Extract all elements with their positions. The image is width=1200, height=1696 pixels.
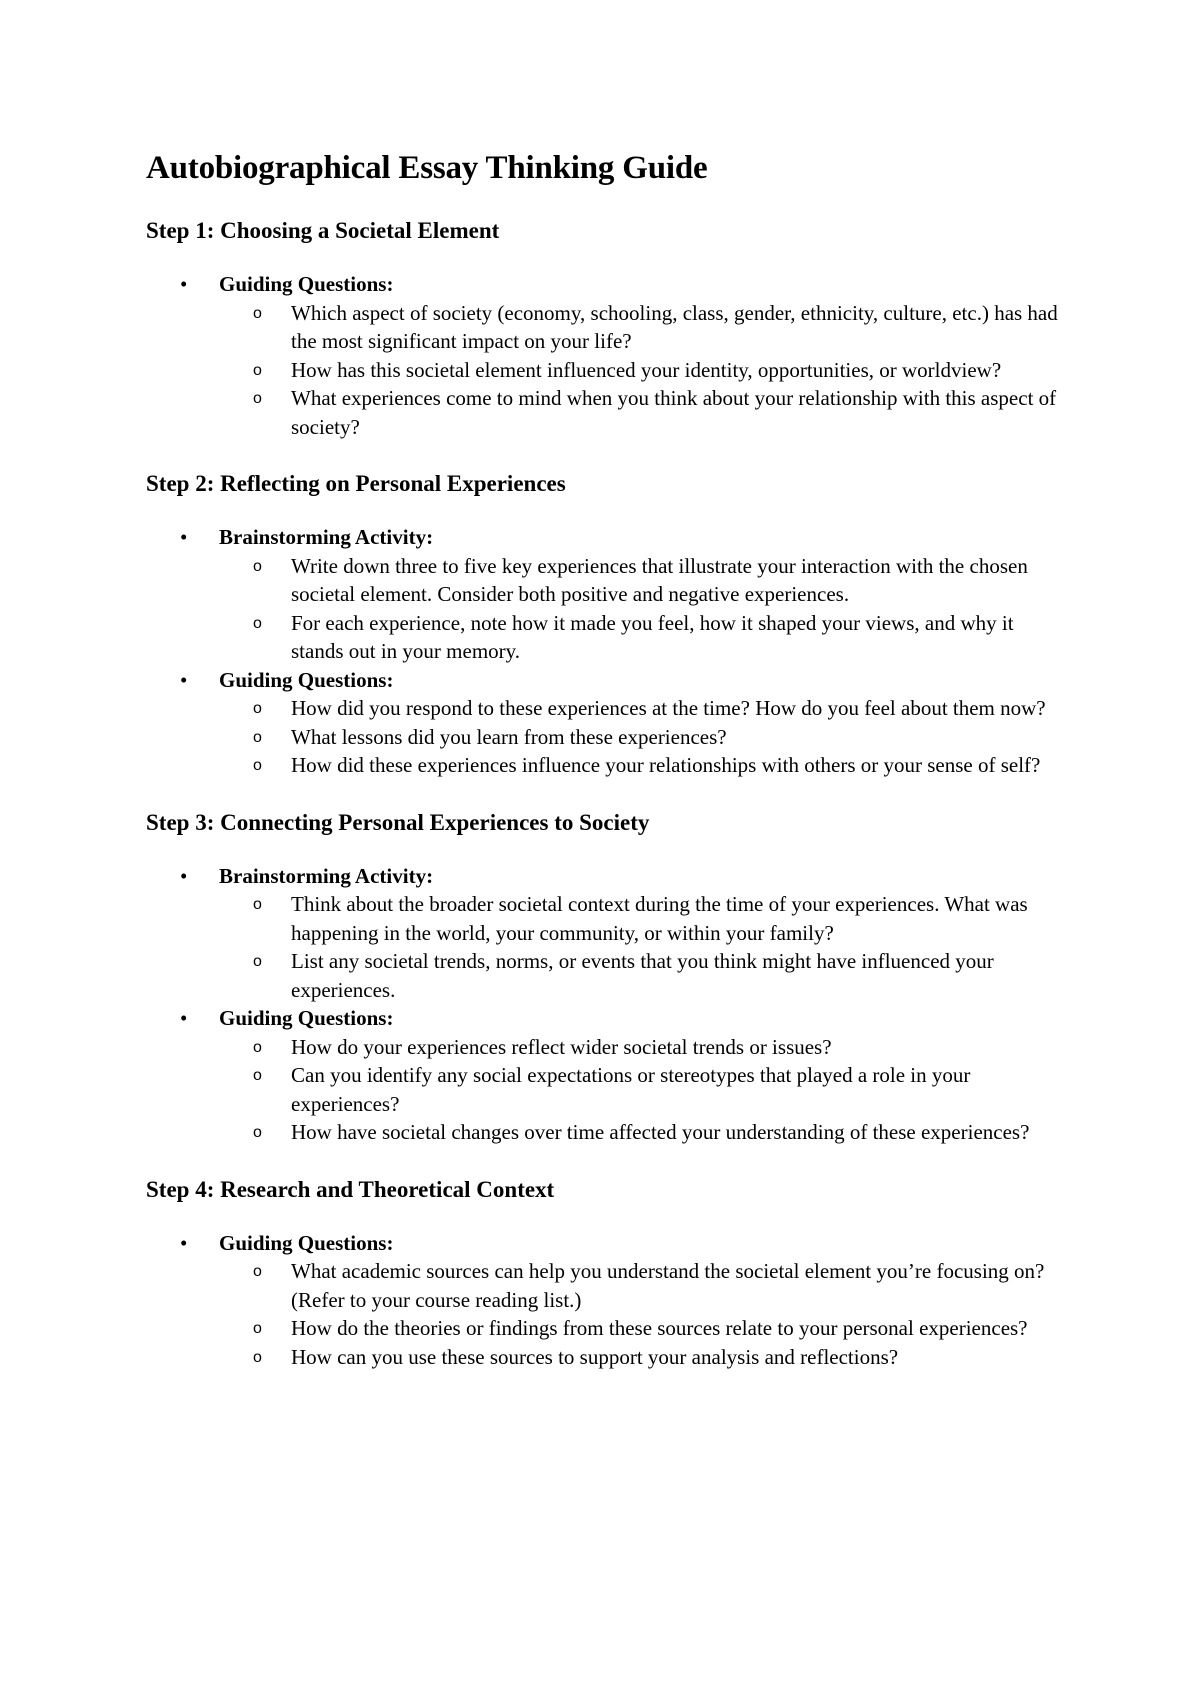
bullet-icon: • [180, 272, 188, 296]
circle-bullet-icon: o [253, 1263, 262, 1280]
document-page [146, 146, 1066, 1399]
question-list [219, 1033, 1066, 1147]
question-text: How can you use these sources to support your analysis and reflections? [291, 1344, 899, 1369]
question-text: List any societal trends, norms, or events that you think might have influenced your experiences. [291, 949, 994, 1002]
question-text: What lessons did you learn from these experiences? [291, 724, 727, 749]
question-text: Which aspect of society (economy, schooling, class, gender, ethnicity, culture, etc.) has had the most significant impact on your life? [291, 300, 1058, 353]
group-item [146, 1229, 1066, 1372]
steps-container [146, 216, 1066, 1371]
question-list [219, 552, 1066, 666]
step-section [146, 1175, 1066, 1372]
circle-bullet-icon: o [253, 1124, 262, 1141]
question-text: How do the theories or findings from these sources relate to your personal experiences? [291, 1316, 1028, 1340]
question-item [219, 694, 1066, 723]
question-text: How have societal changes over time affected your understanding of these experiences? [291, 1120, 1030, 1144]
circle-bullet-icon: o [253, 757, 262, 774]
question-text: How do your experiences reflect wider societal trends or issues? [291, 1034, 832, 1059]
step-section [146, 216, 1066, 441]
question-text: What experiences come to mind when you think about your relationship with this aspect of society? [291, 386, 1057, 439]
question-item [219, 552, 1066, 609]
question-item [219, 356, 1066, 385]
bullet-icon: • [180, 1230, 188, 1255]
question-item [219, 1314, 1066, 1343]
question-text: Write down three to five key experiences that illustrate your interaction with the chosen societal element. Consider both positive and negative experiences. [291, 553, 1028, 606]
question-item [219, 609, 1066, 666]
circle-bullet-icon: o [253, 1067, 262, 1084]
question-list [219, 299, 1066, 442]
question-item [219, 723, 1066, 752]
circle-bullet-icon: o [253, 304, 262, 322]
question-item [219, 751, 1066, 780]
circle-bullet-icon: o [253, 390, 262, 407]
question-item [219, 1118, 1066, 1147]
group-item [146, 1004, 1066, 1147]
group-label: Guiding Questions: [219, 1230, 394, 1255]
question-item [219, 890, 1066, 947]
group-list [146, 523, 1066, 780]
group-item [146, 862, 1066, 1005]
bullet-icon: • [180, 525, 188, 549]
circle-bullet-icon: o [253, 1320, 262, 1337]
question-text: How has this societal element influenced your identity, opportunities, or worldview? [291, 357, 1002, 382]
question-item [219, 299, 1066, 356]
circle-bullet-icon: o [253, 896, 262, 913]
step-heading: Step 2: Reflecting on Personal Experiences [146, 471, 566, 496]
bullet-icon: • [180, 667, 188, 692]
group-label: Guiding Questions: [219, 667, 394, 692]
question-item [219, 1033, 1066, 1062]
circle-bullet-icon: o [253, 700, 262, 717]
group-label: Brainstorming Activity: [219, 525, 434, 549]
group-label: Brainstorming Activity: [219, 863, 434, 888]
group-label: Guiding Questions: [219, 1006, 394, 1030]
circle-bullet-icon: o [253, 614, 262, 632]
question-item [219, 1343, 1066, 1372]
question-text: How did these experiences influence your relationships with others or your sense of self? [291, 753, 1041, 777]
bullet-icon: • [180, 1006, 188, 1030]
question-text: Can you identify any social expectations or stereotypes that played a role in your experiences? [291, 1063, 971, 1116]
circle-bullet-icon: o [253, 361, 262, 379]
question-item [219, 1257, 1066, 1314]
circle-bullet-icon: o [253, 1038, 262, 1056]
bullet-icon: • [180, 863, 188, 888]
circle-bullet-icon: o [253, 953, 262, 970]
group-item [146, 666, 1066, 780]
question-item [219, 1061, 1066, 1118]
question-text: How did you respond to these experiences at the time? How do you feel about them now? [291, 696, 1046, 720]
group-item [146, 270, 1066, 441]
question-item [219, 947, 1066, 1004]
group-label: Guiding Questions: [219, 272, 394, 296]
question-list [219, 890, 1066, 1004]
question-text: For each experience, note how it made you feel, how it shaped your views, and why it stands out in your memory. [291, 610, 1014, 663]
question-item [219, 384, 1066, 441]
step-heading: Step 1: Choosing a Societal Element [146, 218, 500, 243]
step-heading: Step 3: Connecting Personal Experiences to Society [146, 809, 650, 835]
circle-bullet-icon: o [253, 728, 262, 746]
circle-bullet-icon: o [253, 557, 262, 575]
circle-bullet-icon: o [253, 1348, 262, 1366]
document-title: Autobiographical Essay Thinking Guide [146, 150, 708, 186]
step-section [146, 469, 1066, 780]
question-list [219, 694, 1066, 780]
step-heading: Step 4: Research and Theoretical Context [146, 1176, 555, 1202]
group-item [146, 523, 1066, 666]
step-section [146, 808, 1066, 1147]
question-text: Think about the broader societal context during the time of your experiences. What was happening in the world, your community, or within your family? [291, 892, 1028, 945]
question-list [219, 1257, 1066, 1371]
group-list [146, 862, 1066, 1147]
group-list [146, 1229, 1066, 1372]
question-text: What academic sources can help you understand the societal element you’re focusing on? (Refer to your course reading list.) [291, 1259, 1045, 1312]
group-list [146, 270, 1066, 441]
